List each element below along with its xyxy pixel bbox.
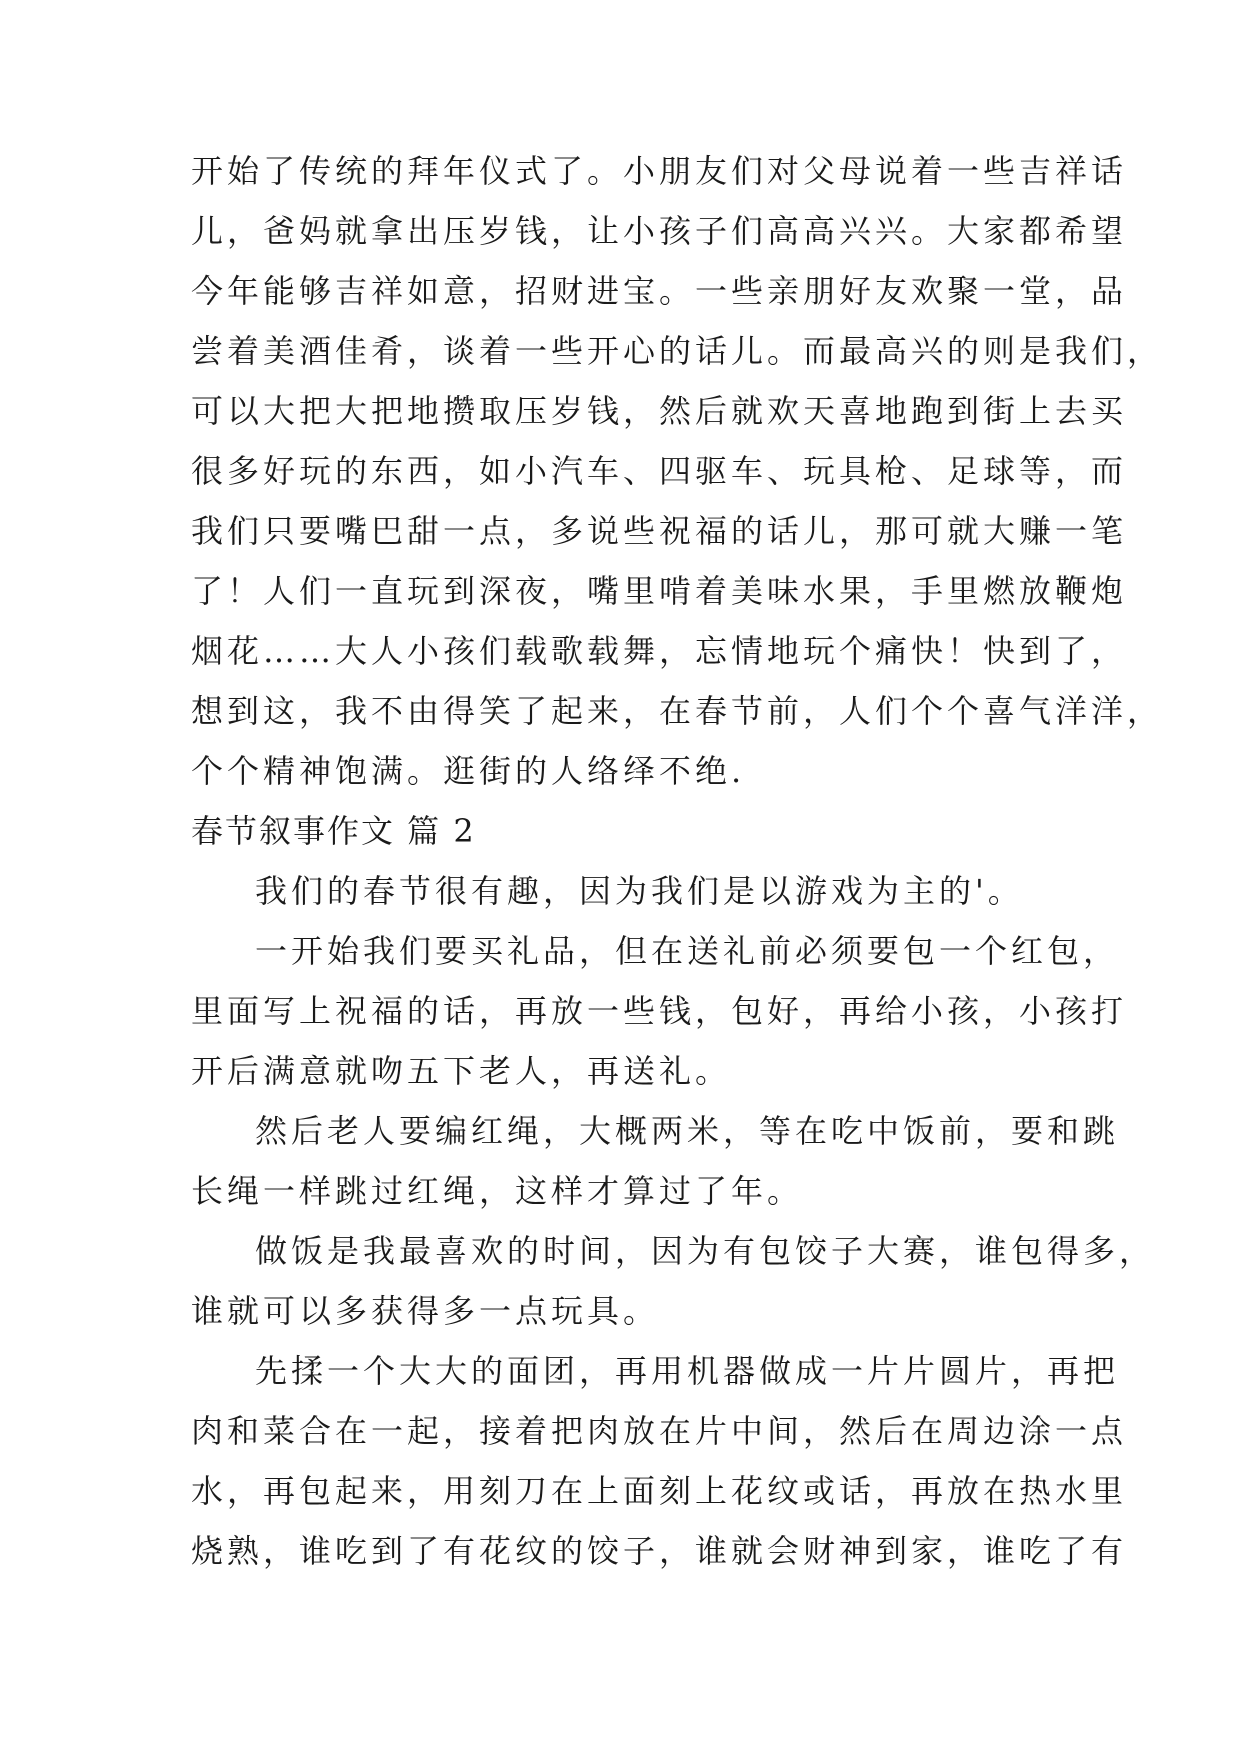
text-line: 想到这，我不由得笑了起来，在春节前，人们个个喜气洋洋， xyxy=(191,692,1164,730)
text-line: 水，再包起来，用刻刀在上面刻上花纹或话，再放在热水里 xyxy=(191,1472,1128,1510)
paragraph xyxy=(191,1221,1156,1341)
text-line: 做饭是我最喜欢的时间，因为有包饺子大赛，谁包得多， xyxy=(255,1232,1156,1270)
text-line: 儿，爸妈就拿出压岁钱，让小孩子们高高兴兴。大家都希望 xyxy=(191,212,1128,250)
text-line: 个个精神饱满。逛街的人络绎不绝. xyxy=(191,752,746,790)
text-line: 我们的春节很有趣，因为我们是以游戏为主的'。 xyxy=(255,872,1024,910)
text-line: 很多好玩的东西，如小汽车、四驱车、玩具枪、足球等，而 xyxy=(191,452,1128,490)
text-line: 今年能够吉祥如意，招财进宝。一些亲朋好友欢聚一堂，品 xyxy=(191,272,1128,310)
text-line: 尝着美酒佳肴，谈着一些开心的话儿。而最高兴的则是我们， xyxy=(191,332,1164,370)
text-line: 可以大把大把地攒取压岁钱，然后就欢天喜地跑到街上去买 xyxy=(191,392,1128,430)
text-line: 肉和菜合在一起，接着把肉放在片中间，然后在周边涂一点 xyxy=(191,1412,1128,1450)
text-line: 我们只要嘴巴甜一点，多说些祝福的话儿，那可就大赚一笔 xyxy=(191,512,1128,550)
paragraph xyxy=(191,861,1071,921)
paragraph xyxy=(191,921,1128,1101)
text-line: 先揉一个大大的面团，再用机器做成一片片圆片，再把 xyxy=(255,1352,1120,1390)
section1-paragraph xyxy=(191,141,1164,801)
paragraph xyxy=(191,1341,1128,1581)
document-body xyxy=(191,141,1164,1581)
text-line: 一开始我们要买礼品，但在送礼前必须要包一个红包， xyxy=(255,932,1120,970)
text-line: 开始了传统的拜年仪式了。小朋友们对父母说着一些吉祥话 xyxy=(191,152,1128,190)
text-line: 烧熟，谁吃到了有花纹的饺子，谁就会财神到家，谁吃了有 xyxy=(191,1532,1128,1570)
section-title: 春节叙事作文 篇 2 xyxy=(191,812,476,850)
text-line: 开后满意就吻五下老人，再送礼。 xyxy=(191,1052,732,1090)
text-line: 了！人们一直玩到深夜，嘴里啃着美味水果，手里燃放鞭炮 xyxy=(191,572,1128,610)
paragraph xyxy=(191,1101,1120,1221)
text-line: 里面写上祝福的话，再放一些钱，包好，再给小孩，小孩打 xyxy=(191,992,1128,1030)
text-line: 然后老人要编红绳，大概两米，等在吃中饭前，要和跳 xyxy=(255,1112,1120,1150)
text-line: 烟花……大人小孩们载歌载舞，忘情地玩个痛快！快到了， xyxy=(191,632,1128,670)
text-line: 长绳一样跳过红绳，这样才算过了年。 xyxy=(191,1172,804,1210)
text-line: 谁就可以多获得多一点玩具。 xyxy=(191,1292,660,1330)
